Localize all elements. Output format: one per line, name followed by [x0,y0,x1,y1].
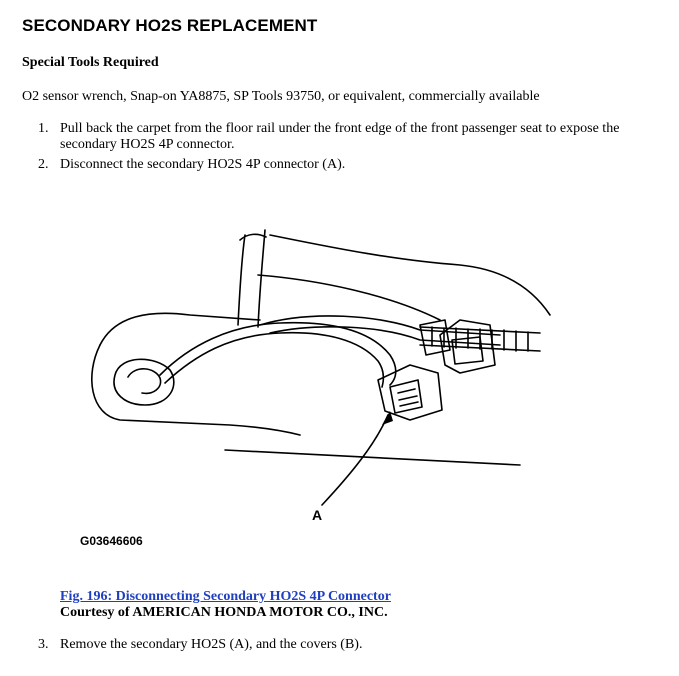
step-number: 2. [38,157,49,172]
special-tools-heading: Special Tools Required [22,55,159,70]
step-text: Remove the secondary HO2S (A), and the covers (B). [60,637,363,652]
step-text: Pull back the carpet from the floor rail under the front edge of the front passenger seat to expose the secondary HO2S 4P connector. [60,121,620,152]
harness-wire-b [165,333,383,387]
pipe-right-edge [258,230,265,327]
connector-illustration [60,215,560,555]
floor-rail-line [225,450,520,465]
upper-connector-body [420,320,450,355]
pipe-left-edge [238,235,245,325]
body-panel-edge [270,235,550,315]
step-number: 3. [38,637,49,652]
step-2 [22,157,652,173]
step-text: Disconnect the secondary HO2S 4P connector (A). [60,157,346,172]
tools-text: O2 sensor wrench, Snap-on YA8875, SP Tools 93750, or equivalent, commercially available [22,89,540,104]
figure-caption-link[interactable]: Fig. 196: Disconnecting Secondary HO2S 4P Connector [60,589,391,604]
step-number: 1. [38,121,49,136]
callout-leader-line [322,415,388,505]
step-1 [22,121,652,153]
ho2s-4p-connector-ridges [398,389,418,406]
ho2s-4p-connector-body [378,365,442,420]
page-title: SECONDARY HO2S REPLACEMENT [22,16,318,35]
step-3 [22,637,652,657]
panel-crease [258,275,440,320]
step-3-row [22,637,652,653]
figure-id: G03646606 [80,534,143,548]
figure-courtesy: Courtesy of AMERICAN HONDA MOTOR CO., INC. [60,605,388,620]
figure-caption [60,589,391,621]
grommet-inner [128,369,161,394]
callout-label-a: A [312,507,323,523]
steps-list [22,121,652,177]
